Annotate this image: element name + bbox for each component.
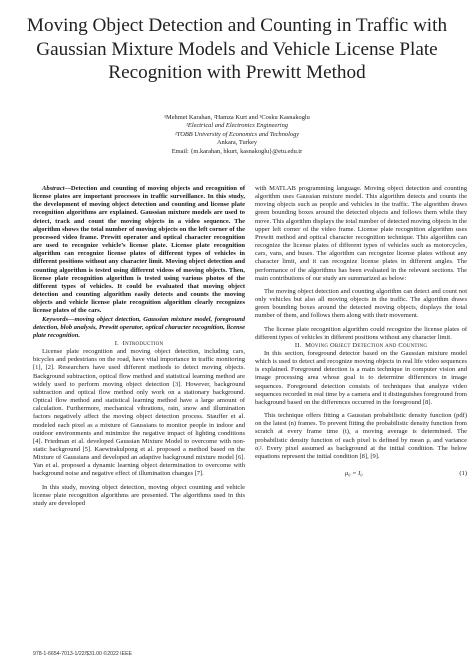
abstract: [33, 185, 245, 316]
section2-paragraph-2: This technique offers fitting a Gaussian probabilistic density function (pdf) on the latest (n) frames. To prevent fitting the probabilistic density function from scratch at every frame time (t), a moving average is determined. The probabilistic density function of each pixel is defined by mean μᵢ and variance σᵢ². Every pixel assumed as background at the initial condition. The below equations represent the initial condition [8], [9].: [255, 412, 467, 460]
abstract-text: —Detection and counting of moving objects and recognition of license plates are important processes in traffic surveillance. In this study, the development of moving object detection and counting and license plate recognition algorithms are explained. Gaussian mixture models are used to detect, track and count the moving objects in a video sequence. The algorithm shows the total number of moving objects on the left corner of the processed video frame. Prewitt operator and optical character recognition are used to recognize vehicle’s license plate. License plate recognition algorithm can recognize license plates of different types of vehicles in different positions without any character limit. Moving object detection and counting algorithm is tested using different videos of moving objects. Then, license plate recognition algorithm is tested using various photos of the different types of vehicles. It could be evaluated that moving object detection and counting algorithm easily detects and counts the moving objects and vehicle license plate recognition algorithm clearly recognizes license plates of the cars.: [33, 185, 245, 315]
equation-1: [255, 470, 467, 480]
author-block: [60, 114, 414, 156]
keywords: [33, 316, 245, 340]
left-column: [33, 185, 245, 508]
affiliation-city: Ankara, Turkey: [216, 139, 258, 147]
keywords-label: Keywords: [42, 315, 68, 323]
section-number: II.: [294, 341, 302, 349]
right-column: [255, 185, 467, 480]
equation-number: (1): [459, 470, 467, 477]
copyright-footer: 978-1-6654-7013-1/22/$31.00 ©2022 IEEE: [33, 651, 133, 657]
equation-expression: μ₀ = I₀: [345, 470, 363, 477]
affiliation-1: ¹Electrical and Electronics Engineering: [186, 122, 288, 130]
paper-title: Moving Object Detection and Counting in Traffic with Gaussian Mixture Models and Vehicle License Plate Recognition with Prewitt Method: [26, 15, 448, 83]
contribution-1: The moving object detection and counting algorithm can detect and count not only vehicles but also all moving objects in the traffic. The algorithm draws green bounding boxes around the detected moving objects, displays the total number of them, and follows them along with their movement.: [255, 287, 467, 320]
right-paragraph-1: with MATLAB programming language. Moving object detection and counting algorithm uses Gaussian mixture model. This algorithm detects and counts the moving objects such as people and vehicles in the traffic. The algorithm draws green bounding boxes around the detected objects and follows them while they move. This algorithm displays the total number of detected moving objects in the upper left corner of the video frame. License plate recognition algorithm uses Prewitt method and optical character recognition technique. This algorithm can recognize the license plates of different types of vehicles such as motorcycles, cars, vans, and buses. The algorithm can recognize license plates without any character limit, and it can recognize license plates in different angles. The performance of the algorithms has been evaluated in the relevant sections. The main contributions of our study are summarized as below:: [255, 185, 467, 282]
section-heading-detection: [255, 342, 467, 350]
contribution-2: The license plate recognition algorithm could recognize the license plates of different types of vehicles in different positions without any character limit.: [255, 325, 467, 341]
section-title: Moving Object Detection and Counting: [305, 341, 428, 349]
keywords-text: —moving object detection, Gaussian mixture model, foreground detection, blob analysis, Prewitt operator, optical character recognition, license plate recognition.: [33, 315, 245, 339]
abstract-label: Abstract: [42, 185, 65, 192]
intro-paragraph-1: License plate recognition and moving object detection, including cars, bicycles and pedestrians on the road, have vital importance in traffic monitoring [1], [2]. Researchers have used different methods to detect moving objects. Background subtraction, optical flow method and statistical learning method are widely used to perform moving object detection [3]. However, background subtraction and optical flow method only work on a stationary background. Optical flow method and statistical learning method have a large amount of calculation. Furthermore, mechanical vibrations, rain, snow and illumination factors negatively affect the moving object detection process. Stauffer et al. modeled each pixel as a mixture of Gaussians to monitor people in indoor and outdoor environments and minimize the negative impact of lighting conditions [4]. Friedman et al. developed Gaussian Mixture Model to overcome with non-static background [5]. Kaewtrakulpong et al. proposed a method based on the Mixture of Gaussians and developed an adaptive background mixture model [6]. Yan et al. proposed a dynamic learning object determination to overcome with background noise and negative effect of illumination changes [7].: [33, 348, 245, 478]
section2-paragraph-1: In this section, foreground detector based on the Gaussian mixture model which is used to detect and recognize moving objects in real life video sequences is explained. Foreground detection is a main technique in computer vision and image processing area whose goal is to determine differences in image sequences. Foreground detection consists of techniques that analyze video sequences recorded in real time by a camera and it distinguishes foreground from background based on the differences occurred in the foreground [8].: [255, 349, 467, 406]
affiliation-2: ²TOBB University of Economics and Technology: [174, 130, 300, 138]
author-email: Email: {m.karahan, hkurt, kasnakoglu}@etu.edu.tr: [171, 147, 303, 155]
section-heading-introduction: [33, 340, 245, 348]
section-number: I.: [114, 339, 119, 347]
section-title: Introduction: [122, 339, 164, 347]
author-names: ¹Mehmet Karahan, ²Hamza Kurt and ³Cosku Kasnakoglu: [164, 114, 310, 121]
intro-paragraph-2: In this study, moving object detection, moving object counting and vehicle license plate recognition algorithms are presented. The algorithms used in this study are developed: [33, 483, 245, 507]
